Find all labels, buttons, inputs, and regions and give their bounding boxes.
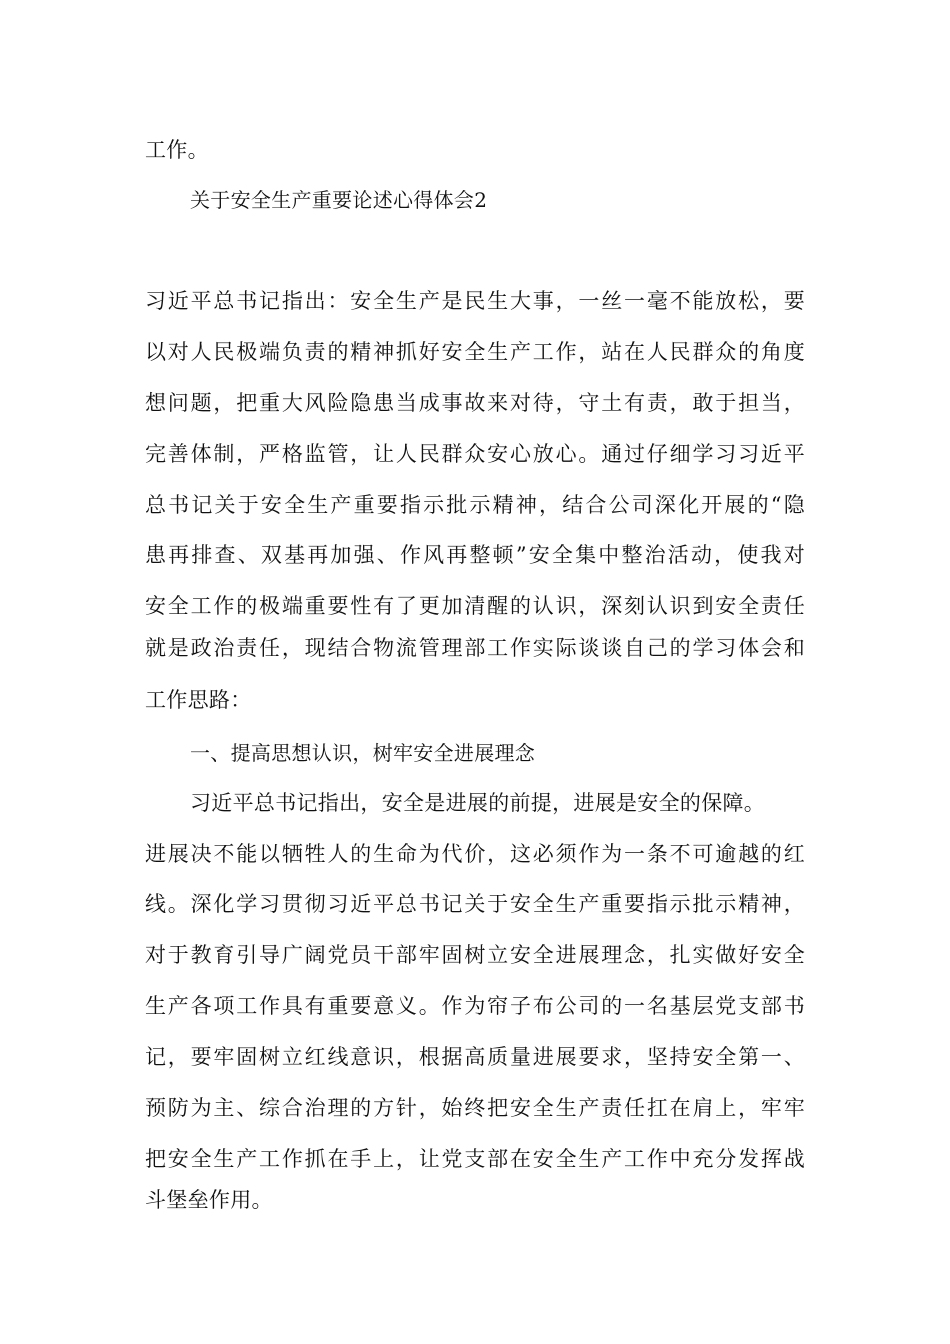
text-line: 习近平总书记指出，安全是进展的前提，进展是安全的保障。: [190, 791, 766, 815]
text-line: 记，要牢固树立红线意识，根据高质量进展要求，坚持安全第一、: [145, 1045, 805, 1069]
text-line: 安全工作的极端重要性有了更加清醒的认识，深刻认识到安全责任: [145, 594, 805, 618]
section-title: 关于安全生产重要论述心得体会2: [190, 188, 488, 212]
text-line: 对于教育引导广阔党员干部牢固树立安全进展理念，扎实做好安全: [145, 943, 805, 967]
text-line: 就是政治责任，现结合物流管理部工作实际谈谈自己的学习体会和: [145, 636, 805, 660]
text-line: 把安全生产工作抓在手上，让党支部在安全生产工作中充分发挥战: [145, 1147, 805, 1171]
text-line: 想问题，把重大风险隐患当成事故来对待，守土有责，敢于担当，: [145, 391, 805, 415]
section-heading: 一、提高思想认识，树牢安全进展理念: [190, 741, 536, 765]
text-line: 工作。: [145, 138, 209, 162]
text-line: 线。深化学习贯彻习近平总书记关于安全生产重要指示批示精神，: [145, 892, 805, 916]
text-line: 进展决不能以牺牲人的生命为代价，这必须作为一条不可逾越的红: [145, 842, 805, 866]
text-line: 以对人民极端负责的精神抓好安全生产工作，站在人民群众的角度: [145, 340, 805, 364]
text-line: 斗堡垒作用。: [145, 1188, 273, 1212]
text-line: 预防为主、综合治理的方针，始终把安全生产责任扛在肩上，牢牢: [145, 1096, 805, 1120]
text-line: 工作思路：: [145, 688, 252, 712]
text-line: 患再排查、双基再加强、作风再整顿”安全集中整治活动，使我对: [145, 543, 805, 567]
text-line: 习近平总书记指出：安全生产是民生大事，一丝一毫不能放松，要: [145, 289, 805, 313]
text-line: 总书记关于安全生产重要指示批示精神，结合公司深化开展的“隐: [145, 493, 805, 517]
text-line: 生产各项工作具有重要意义。作为帘子布公司的一名基层党支部书: [145, 994, 805, 1018]
text-line: 完善体制，严格监管，让人民群众安心放心。通过仔细学习习近平: [145, 442, 805, 466]
